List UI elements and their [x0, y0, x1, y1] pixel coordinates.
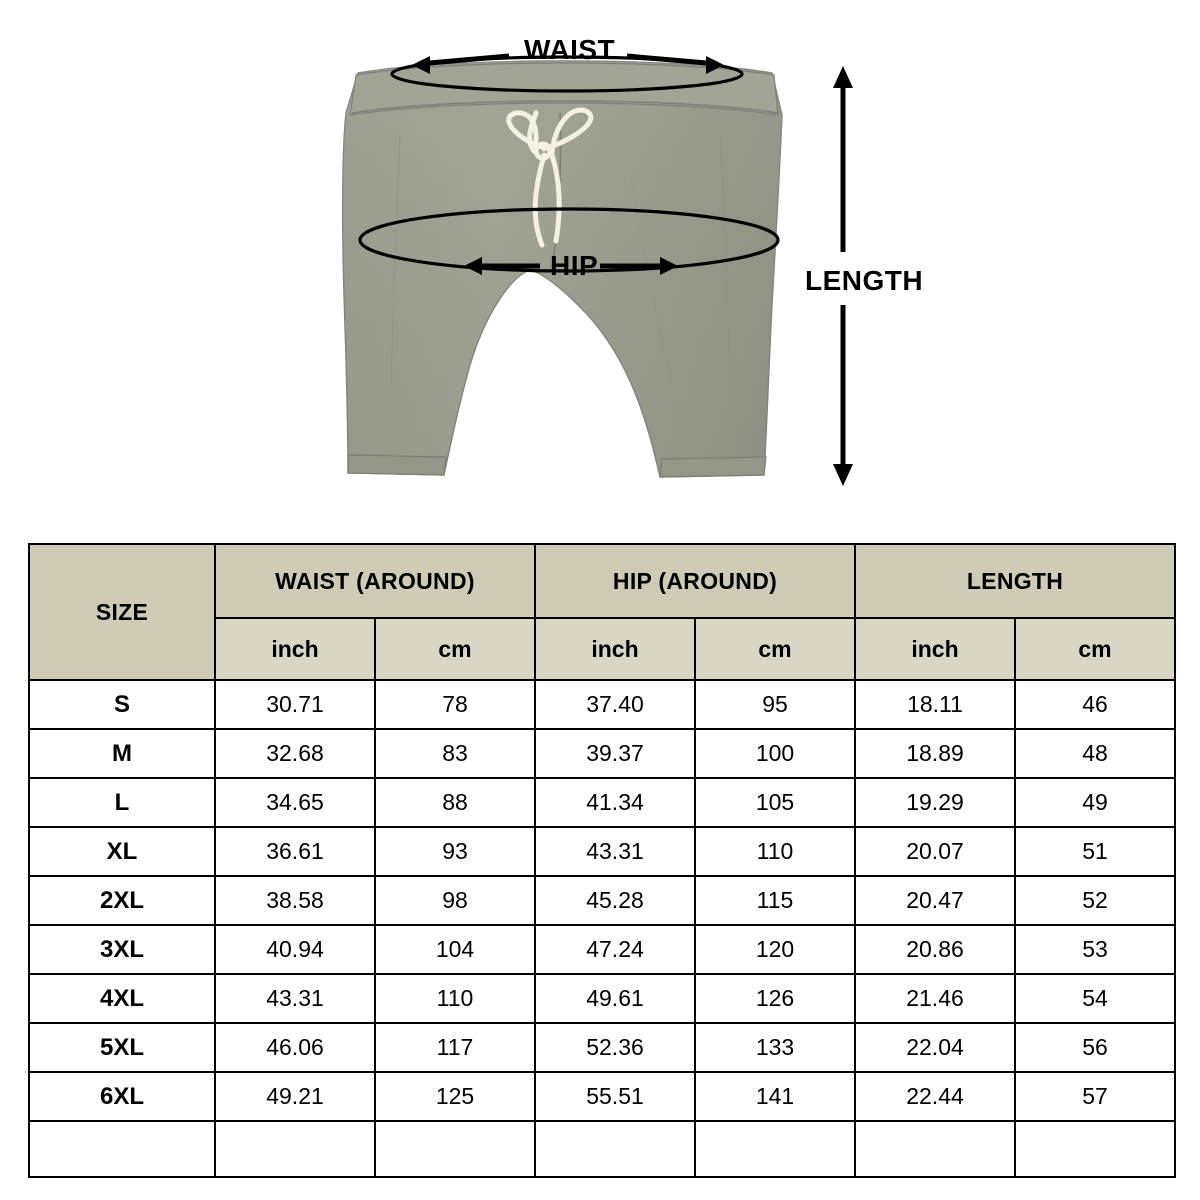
- header-hip-cm: cm: [695, 618, 855, 680]
- footer-cell: [1015, 1121, 1175, 1177]
- cell-waist-inch: 34.65: [215, 778, 375, 827]
- footer-cell: [29, 1121, 215, 1177]
- cell-waist-cm: 88: [375, 778, 535, 827]
- cell-size: 5XL: [29, 1023, 215, 1072]
- cell-hip-cm: 133: [695, 1023, 855, 1072]
- table-row: [29, 680, 1175, 729]
- cell-hip-cm: 120: [695, 925, 855, 974]
- cell-length-inch: 18.11: [855, 680, 1015, 729]
- cell-waist-inch: 49.21: [215, 1072, 375, 1121]
- cell-waist-cm: 117: [375, 1023, 535, 1072]
- cell-size: XL: [29, 827, 215, 876]
- cell-length-cm: 52: [1015, 876, 1175, 925]
- header-waist-group: WAIST (AROUND): [215, 544, 535, 618]
- cell-length-inch: 20.07: [855, 827, 1015, 876]
- table-row: [29, 778, 1175, 827]
- table-body: [29, 680, 1175, 1177]
- cell-length-cm: 48: [1015, 729, 1175, 778]
- cell-waist-inch: 38.58: [215, 876, 375, 925]
- cell-size: 2XL: [29, 876, 215, 925]
- cell-waist-inch: 36.61: [215, 827, 375, 876]
- cell-hip-inch: 43.31: [535, 827, 695, 876]
- table-row: [29, 974, 1175, 1023]
- cell-hip-cm: 100: [695, 729, 855, 778]
- cell-waist-cm: 78: [375, 680, 535, 729]
- table-header-groups: [29, 544, 1175, 618]
- cell-waist-inch: 30.71: [215, 680, 375, 729]
- cell-hip-inch: 37.40: [535, 680, 695, 729]
- cell-size: L: [29, 778, 215, 827]
- cell-hip-cm: 115: [695, 876, 855, 925]
- cell-length-cm: 46: [1015, 680, 1175, 729]
- cell-hip-cm: 126: [695, 974, 855, 1023]
- hip-label: HIP: [550, 250, 599, 281]
- cell-waist-cm: 98: [375, 876, 535, 925]
- cell-length-inch: 20.47: [855, 876, 1015, 925]
- measurement-guides: [0, 0, 1200, 540]
- header-length-cm: cm: [1015, 618, 1175, 680]
- header-length-inch: inch: [855, 618, 1015, 680]
- cell-length-inch: 22.44: [855, 1072, 1015, 1121]
- cell-hip-inch: 47.24: [535, 925, 695, 974]
- header-waist-cm: cm: [375, 618, 535, 680]
- cell-waist-cm: 104: [375, 925, 535, 974]
- cell-length-inch: 20.86: [855, 925, 1015, 974]
- header-length-group: LENGTH: [855, 544, 1175, 618]
- table-row: [29, 876, 1175, 925]
- size-chart-table: [28, 543, 1176, 1178]
- measurement-illustration: [0, 0, 1200, 540]
- cell-waist-inch: 32.68: [215, 729, 375, 778]
- cell-hip-inch: 39.37: [535, 729, 695, 778]
- cell-length-inch: 18.89: [855, 729, 1015, 778]
- cell-waist-cm: 83: [375, 729, 535, 778]
- length-label: LENGTH: [805, 265, 924, 296]
- cell-size: S: [29, 680, 215, 729]
- footer-cell: [215, 1121, 375, 1177]
- cell-hip-inch: 49.61: [535, 974, 695, 1023]
- table-row: [29, 1072, 1175, 1121]
- cell-length-inch: 21.46: [855, 974, 1015, 1023]
- cell-length-cm: 51: [1015, 827, 1175, 876]
- cell-hip-inch: 41.34: [535, 778, 695, 827]
- cell-size: 3XL: [29, 925, 215, 974]
- cell-size: 4XL: [29, 974, 215, 1023]
- cell-waist-cm: 125: [375, 1072, 535, 1121]
- cell-size: M: [29, 729, 215, 778]
- cell-hip-cm: 141: [695, 1072, 855, 1121]
- cell-waist-cm: 93: [375, 827, 535, 876]
- table-row: [29, 1023, 1175, 1072]
- table-row: [29, 729, 1175, 778]
- cell-hip-inch: 45.28: [535, 876, 695, 925]
- footer-cell: [535, 1121, 695, 1177]
- header-size: SIZE: [29, 544, 215, 680]
- header-hip-group: HIP (AROUND): [535, 544, 855, 618]
- cell-length-cm: 54: [1015, 974, 1175, 1023]
- cell-length-inch: 19.29: [855, 778, 1015, 827]
- table-row: [29, 827, 1175, 876]
- size-chart-table-wrapper: [28, 543, 1172, 1178]
- table-footer-row: [29, 1121, 1175, 1177]
- cell-hip-cm: 95: [695, 680, 855, 729]
- table-row: [29, 925, 1175, 974]
- footer-cell: [855, 1121, 1015, 1177]
- cell-length-inch: 22.04: [855, 1023, 1015, 1072]
- footer-cell: [375, 1121, 535, 1177]
- cell-length-cm: 49: [1015, 778, 1175, 827]
- footer-cell: [695, 1121, 855, 1177]
- cell-length-cm: 56: [1015, 1023, 1175, 1072]
- cell-waist-inch: 46.06: [215, 1023, 375, 1072]
- cell-length-cm: 53: [1015, 925, 1175, 974]
- cell-waist-inch: 40.94: [215, 925, 375, 974]
- cell-length-cm: 57: [1015, 1072, 1175, 1121]
- cell-hip-inch: 55.51: [535, 1072, 695, 1121]
- header-waist-inch: inch: [215, 618, 375, 680]
- waist-label: WAIST: [524, 34, 616, 65]
- cell-hip-cm: 105: [695, 778, 855, 827]
- header-hip-inch: inch: [535, 618, 695, 680]
- cell-size: 6XL: [29, 1072, 215, 1121]
- cell-waist-cm: 110: [375, 974, 535, 1023]
- cell-waist-inch: 43.31: [215, 974, 375, 1023]
- cell-hip-cm: 110: [695, 827, 855, 876]
- cell-hip-inch: 52.36: [535, 1023, 695, 1072]
